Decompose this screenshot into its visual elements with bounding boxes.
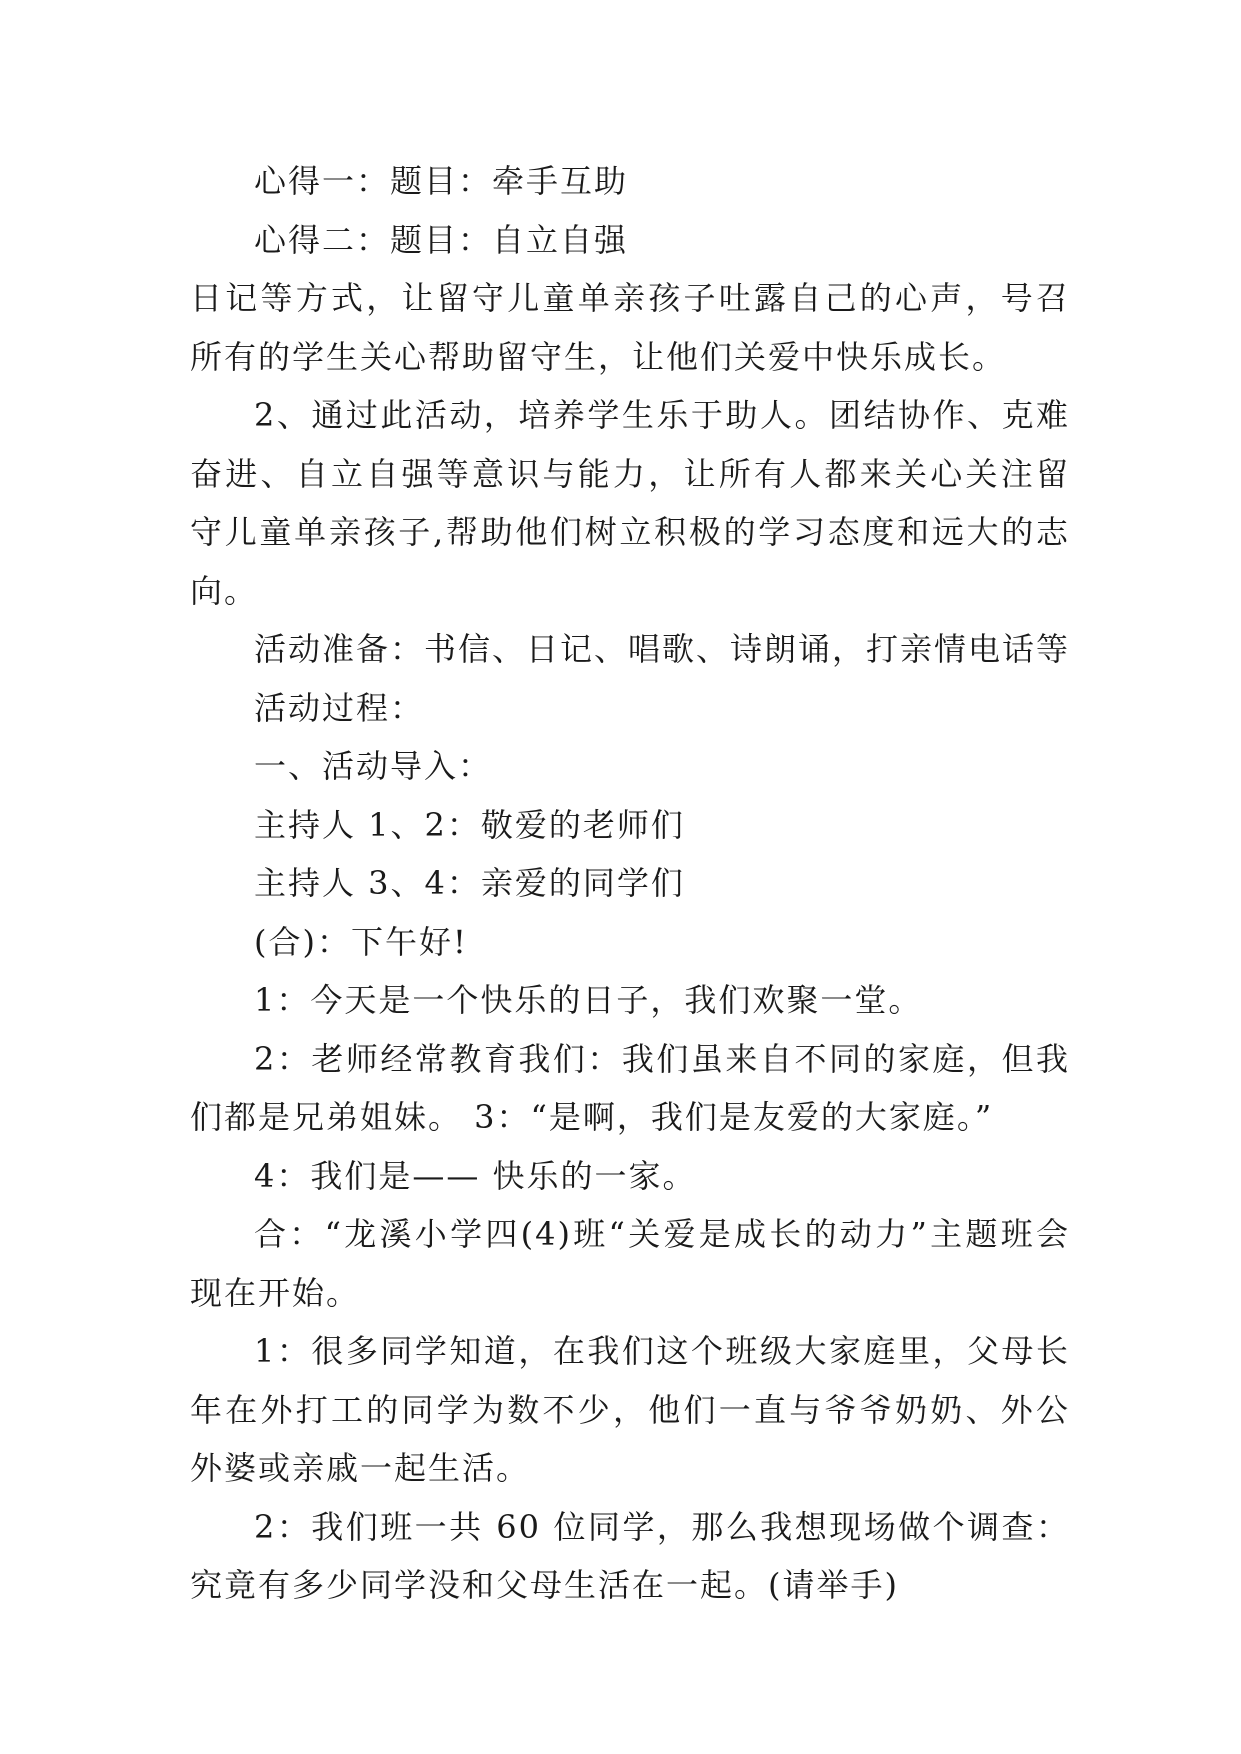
paragraph: 主持人 1、2：敬爱的老师们 — [254, 805, 685, 844]
paragraph: 4：我们是—— 快乐的一家。 — [254, 1156, 697, 1195]
paragraph: 1：很多同学知道，在我们这个班级大家庭里，父母长年在外打工的同学为数不少，他们一直与爷爷奶奶、外公外婆或亲戚一起生活。 — [190, 1332, 1070, 1487]
paragraph: 日记等方式，让留守儿童单亲孩子吐露自己的心声，号召所有的学生关心帮助留守生，让他们关爱中快乐成长。 — [190, 279, 1070, 376]
paragraph: 一、活动导入： — [254, 747, 493, 785]
paragraph: 活动过程： — [254, 688, 425, 727]
paragraph: 合：“龙溪小学四(4)班“关爱是成长的动力”主题班会现在开始。 — [190, 1215, 1070, 1312]
paragraph: 1：今天是一个快乐的日子，我们欢聚一堂。 — [254, 981, 923, 1019]
paragraph: 2、通过此活动，培养学生乐于助人。团结协作、克难奋进、自立自强等意识与能力，让所有人都来关心关注留守儿童单亲孩子,帮助他们树立积极的学习态度和远大的志向。 — [190, 396, 1070, 610]
paragraph: 心得一：题目：牵手互助 — [254, 162, 629, 200]
document-body — [190, 152, 1070, 1615]
paragraph: 2：我们班一共 60 位同学，那么我想现场做个调查：究竟有多少同学没和父母生活在一起。(请举手) — [190, 1507, 1070, 1604]
paragraph: (合)：下午好! — [254, 922, 468, 961]
paragraph: 主持人 3、4：亲爱的同学们 — [254, 864, 685, 902]
paragraph: 2：老师经常教育我们：我们虽来自不同的家庭，但我们都是兄弟姐妹。 3：“是啊，我们是友爱的大家庭。” — [190, 1039, 1070, 1136]
paragraph: 心得二：题目：自立自强 — [254, 220, 629, 259]
paragraph: 活动准备：书信、日记、唱歌、诗朗诵，打亲情电话等 — [254, 630, 1071, 668]
